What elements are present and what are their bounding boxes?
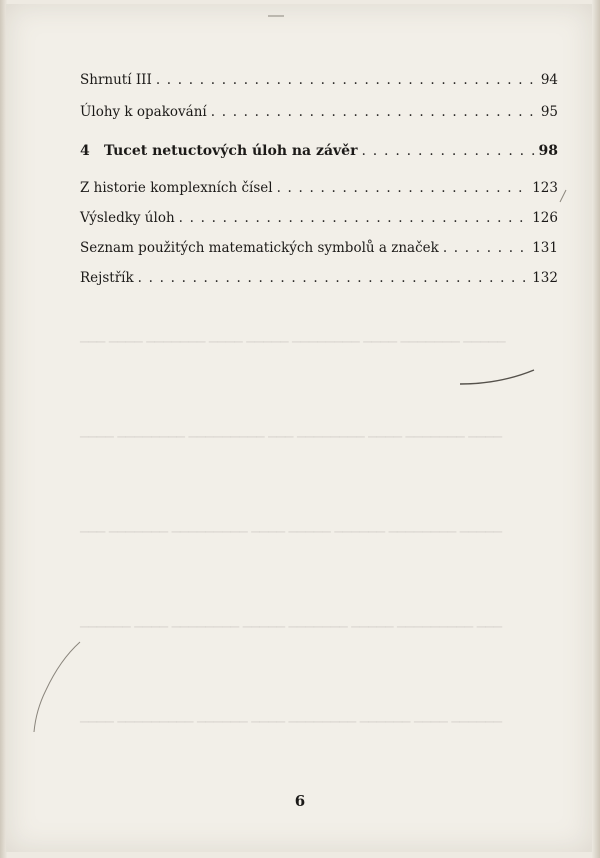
toc-entry-page: 95: [540, 104, 558, 120]
page-number: 6: [294, 792, 306, 810]
toc-entry-title: Shrnutí III: [80, 72, 152, 88]
show-through-text: ▁▁▁▁ ▁▁▁▁▁▁▁▁▁ ▁▁▁▁▁▁ ▁▁▁▁ ▁▁▁▁▁▁▁▁ ▁▁▁▁▁▁ ▁▁▁▁ ▁▁▁▁▁▁: [80, 710, 503, 723]
toc-entry-page: 94: [540, 72, 558, 88]
toc-entry-page: 123: [532, 180, 558, 196]
show-through-text: ▁▁▁ ▁▁▁▁▁▁▁ ▁▁▁▁▁▁▁▁▁ ▁▁▁▁ ▁▁▁▁▁ ▁▁▁▁▁▁ ▁▁▁▁▁▁▁▁ ▁▁▁▁▁: [80, 520, 503, 533]
toc-entry-title: Úlohy k opakování: [80, 104, 207, 120]
toc-entry-page: 131: [532, 240, 558, 256]
toc-entry-title: Z historie komplexních čísel: [80, 180, 273, 196]
pencil-mark: [560, 190, 566, 202]
chapter-title: Tucet netuctových úloh na závěr: [104, 143, 358, 159]
pencil-mark: [34, 642, 80, 732]
toc-entry-page: 126: [532, 210, 558, 226]
show-through-text: ▁▁▁▁ ▁▁▁▁▁▁▁▁ ▁▁▁▁▁▁▁▁▁ ▁▁▁ ▁▁▁▁▁▁▁▁ ▁▁▁▁ ▁▁▁▁▁▁▁ ▁▁▁▁: [80, 425, 503, 438]
show-through-text: ▁▁▁▁▁▁ ▁▁▁▁ ▁▁▁▁▁▁▁▁ ▁▁▁▁▁ ▁▁▁▁▁▁▁ ▁▁▁▁▁ ▁▁▁▁▁▁▁▁▁ ▁▁▁: [80, 615, 503, 628]
chapter-number: 4: [80, 143, 90, 159]
show-through-text: ▁▁▁ ▁▁▁▁ ▁▁▁▁▁▁▁ ▁▁▁▁ ▁▁▁▁▁ ▁▁▁▁▁▁▁▁ ▁▁▁▁ ▁▁▁▁▁▁▁ ▁▁▁▁▁: [80, 330, 506, 343]
toc-entry-page: 132: [532, 270, 558, 286]
pencil-mark: [460, 370, 534, 384]
toc-entry-title: Seznam použitých matematických symbolů a značek: [80, 240, 439, 256]
toc-entry-title: Rejstřík: [80, 270, 134, 286]
toc-entry-page: 98: [538, 143, 558, 159]
toc-entry-title: Výsledky úloh: [80, 210, 175, 226]
